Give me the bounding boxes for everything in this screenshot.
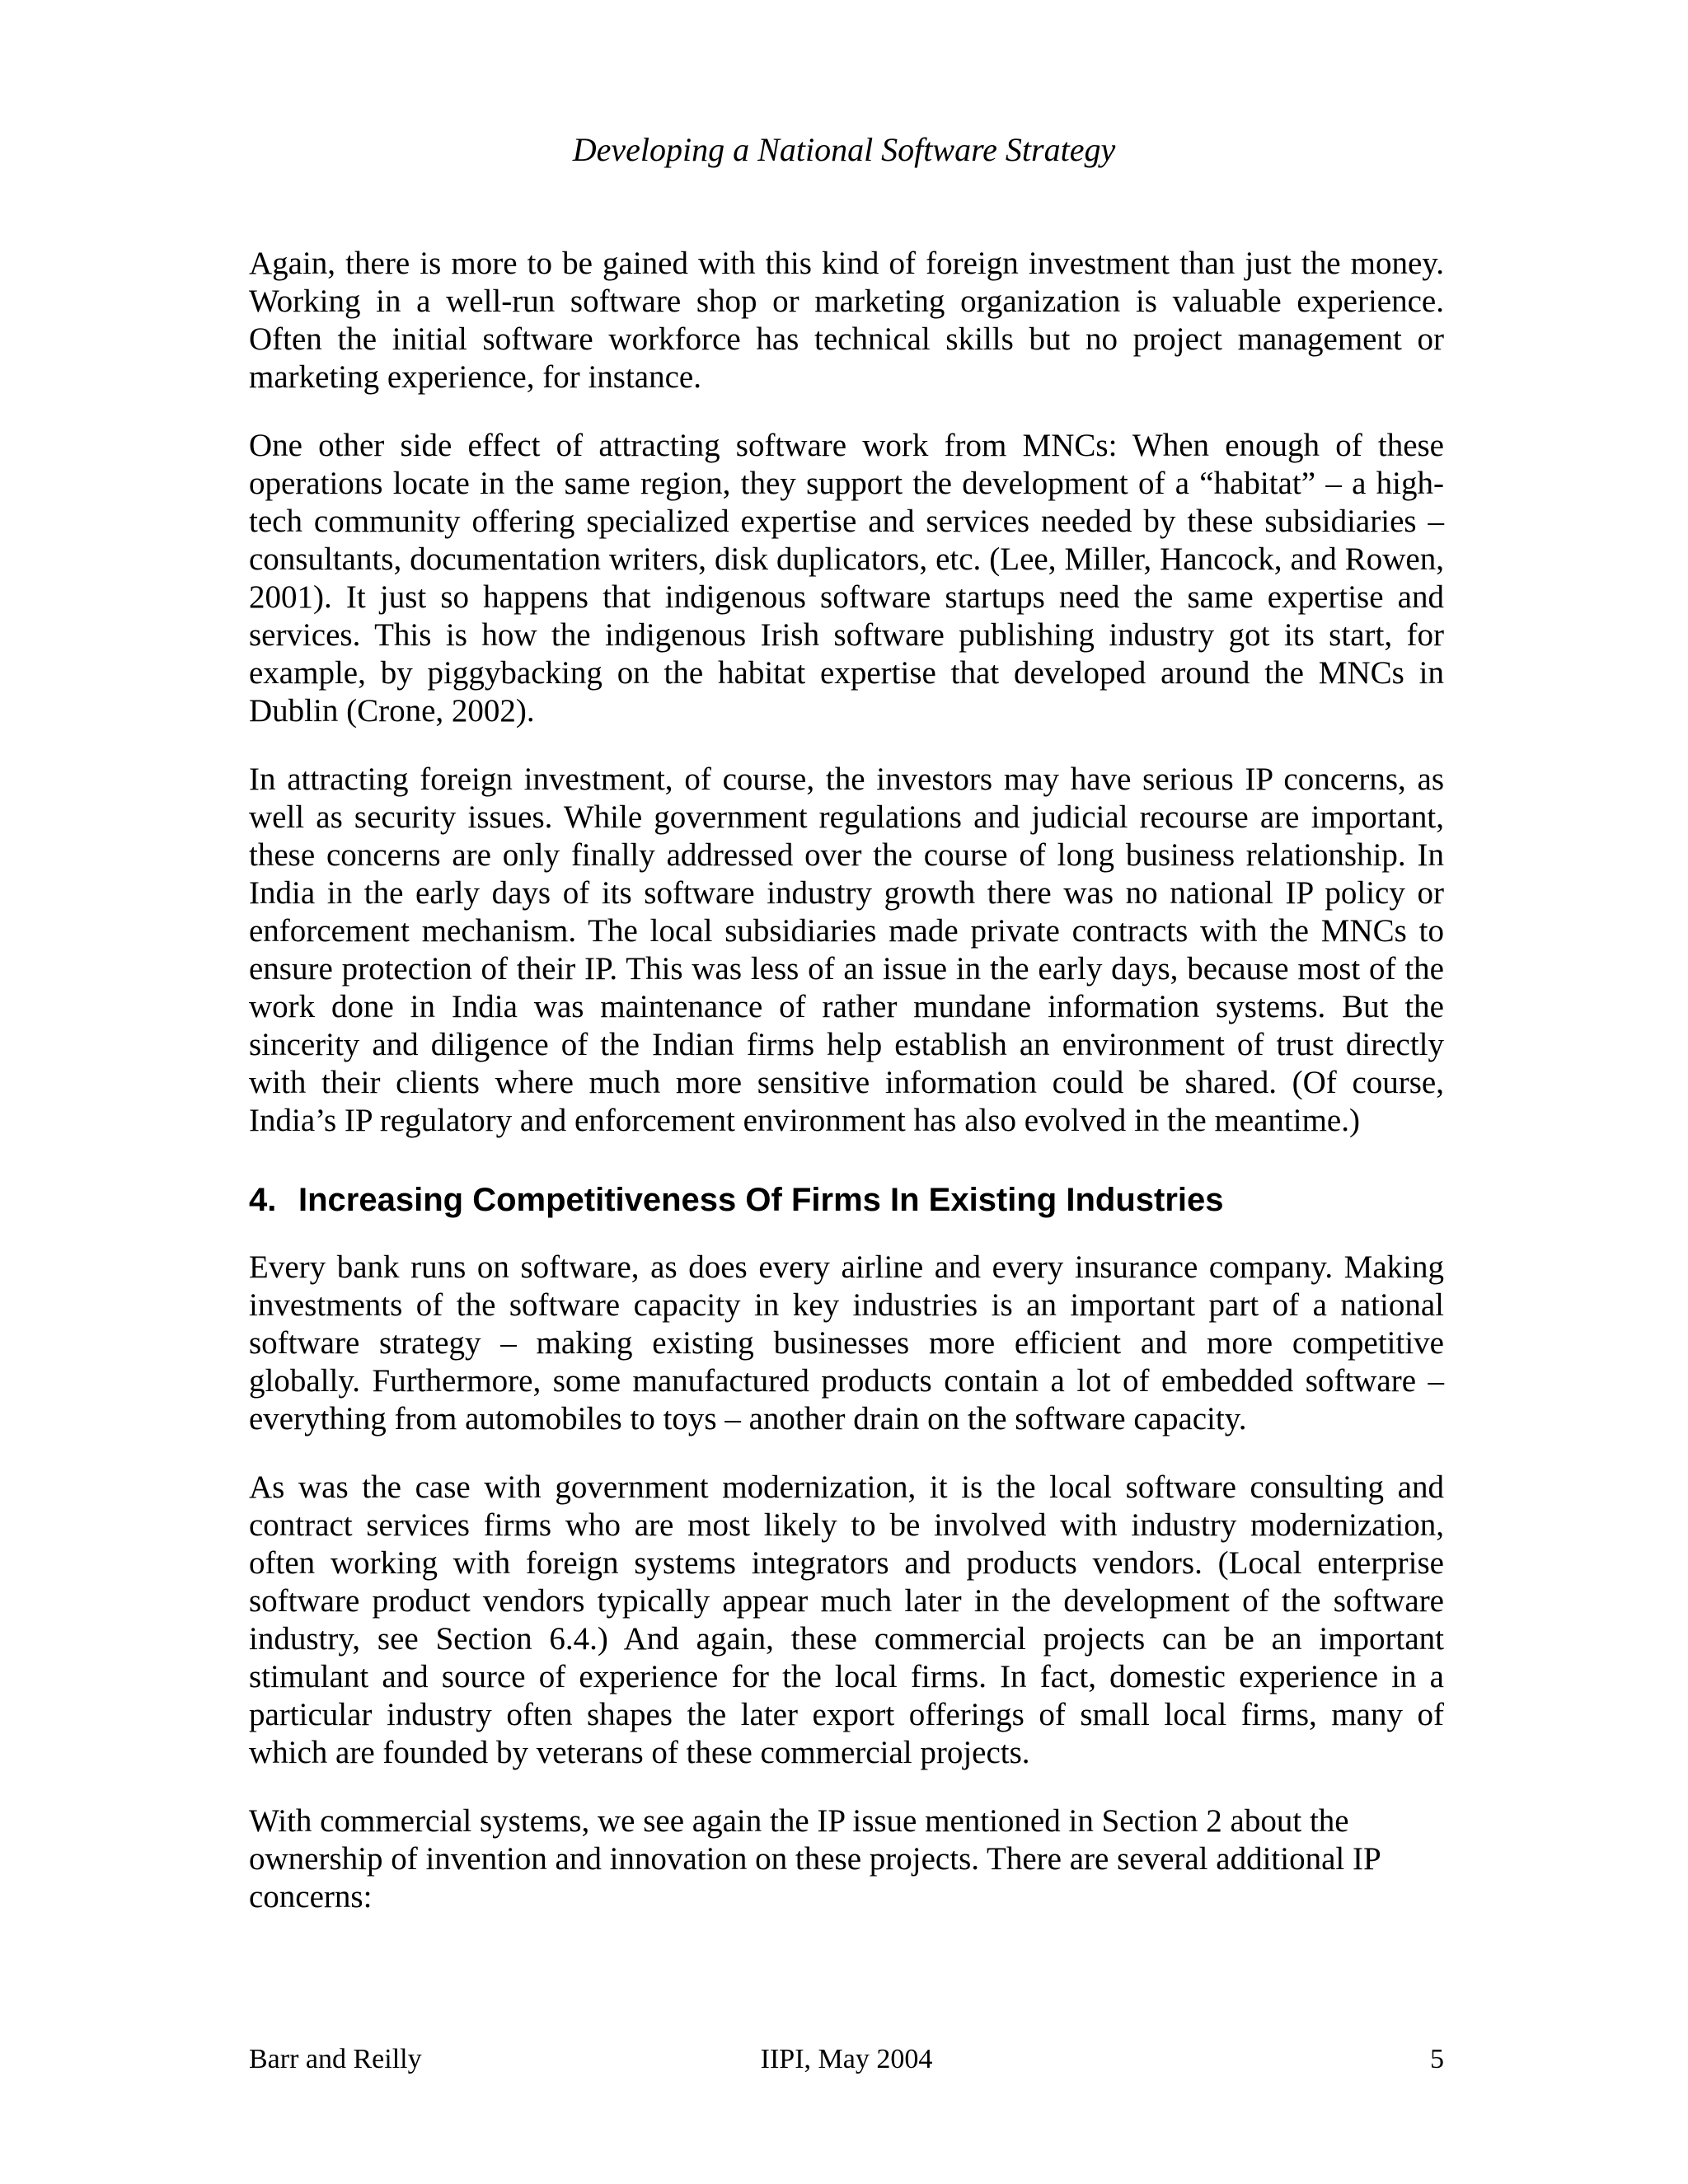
paragraph-habitat: One other side effect of attracting software work from MNCs: When enough of these operations locate in the same region, they support the development of a “habitat” – a high-tech community offering specialized expertise and services needed by these subsidiaries – consultants, documentation writers, disk duplicators, etc. (Lee, Miller, Hancock, and Rowen, 2001). It just so happens that indigenous software startups need the same expertise and services. This is how the indigenous Irish software publishing industry got its start, for example, by piggybacking on the habitat expertise that developed around the MNCs in Dublin (Crone, 2002). [249, 428, 1444, 729]
paragraph-ip-concerns: In attracting foreign investment, of course, the investors may have serious IP concerns, as well as security issues. While government regulations and judicial recourse are important, these concerns are only finally addressed over the course of long business relationship. In India in the early days of its software industry growth there was no national IP policy or enforcement mechanism. The local subsidiaries made private contracts with the MNCs to ensure protection of their IP. This was less of an issue in the early days, because most of the work done in India was maintenance of rather mundane information systems. But the sincerity and diligence of the Indian firms help establish an environment of trust directly with their clients where much more sensitive information could be shared. (Of course, India’s IP regulatory and enforcement environment has also evolved in the meantime.) [249, 762, 1444, 1138]
running-header: Developing a National Software Strategy [572, 131, 1116, 168]
paragraph-commercial-systems: With commercial systems, we see again the IP issue mentioned in Section 2 about the ownership of invention and innovation on these projects. There are several additional IP concerns: [249, 1803, 1381, 1915]
footer-venue: IIPI, May 2004 [760, 2044, 933, 2074]
paragraph-every-bank: Every bank runs on software, as does every airline and every insurance company. Making investments of the software capacity in key industries is an important part of a national software strategy – making existing businesses more efficient and more competitive globally. Furthermore, some manufactured products contain a lot of embedded software – everything from automobiles to toys – another drain on the software capacity. [249, 1249, 1444, 1436]
body-content [249, 245, 1444, 1947]
page-footer [249, 2039, 1444, 2080]
footer-page-number: 5 [1430, 2044, 1444, 2074]
paragraph-government-modernization: As was the case with government modernization, it is the local software consulting and contract services firms who are most likely to be involved with industry modernization, often working with foreign systems integrators and products vendors. (Local enterprise software product vendors typically appear much later in the development of the software industry, see Section 6.4.) And again, these commercial projects can be an important stimulant and source of experience for the local firms. In fact, domestic experience in a particular industry often shapes the later export offerings of small local firms, many of which are founded by veterans of these commercial projects. [249, 1469, 1444, 1770]
section-title: Increasing Competitiveness Of Firms In Existing Industries [298, 1182, 1224, 1218]
paragraph-foreign-investment-experience: Again, there is more to be gained with this kind of foreign investment than just the money. Working in a well-run software shop or marketing organization is valuable experience. Often the initial software workforce has technical skills but no project management or marketing experience, for instance. [249, 246, 1444, 395]
section-number: 4. [249, 1182, 277, 1218]
section-heading [249, 1179, 1444, 1221]
footer-authors: Barr and Reilly [249, 2044, 422, 2074]
